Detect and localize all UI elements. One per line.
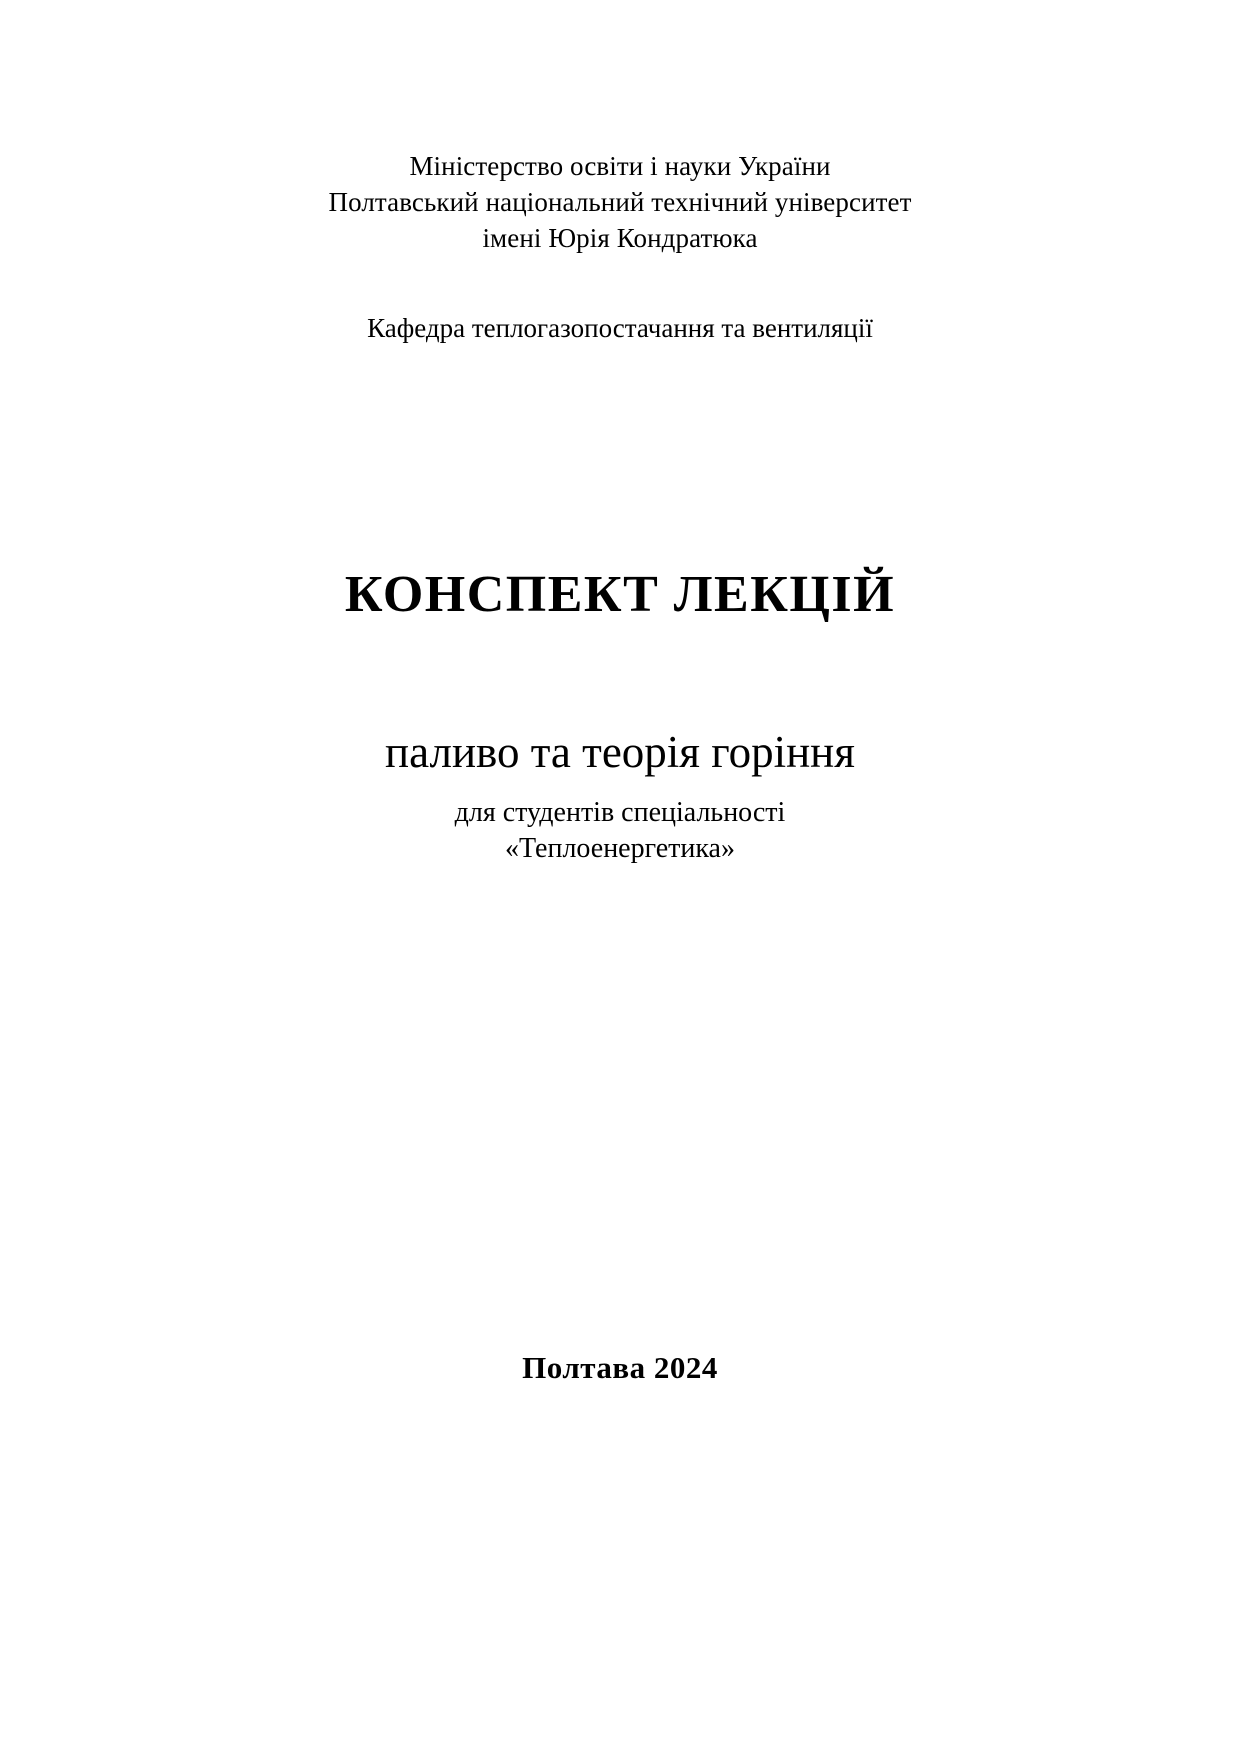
audience-line-2: «Теплоенергетика» — [505, 833, 735, 864]
subject-title: паливо та теорія горіння — [385, 727, 855, 777]
ministry-line-3: імені Юрія Кондратюка — [482, 223, 758, 253]
ministry-line-1: Міністерство освіти і науки України — [409, 151, 831, 181]
place-and-year: Полтава 2024 — [522, 1350, 718, 1385]
department-line: Кафедра теплогазопостачання та вентиляції — [367, 313, 873, 343]
audience-block — [0, 795, 1240, 867]
audience-line-1: для студентів спеціальності — [454, 797, 786, 828]
ministry-line-2: Полтавський національний технічний університет — [328, 187, 912, 217]
institution-header — [0, 148, 1240, 256]
document-type-title: КОНСПЕКТ ЛЕКЦІЙ — [344, 566, 896, 623]
